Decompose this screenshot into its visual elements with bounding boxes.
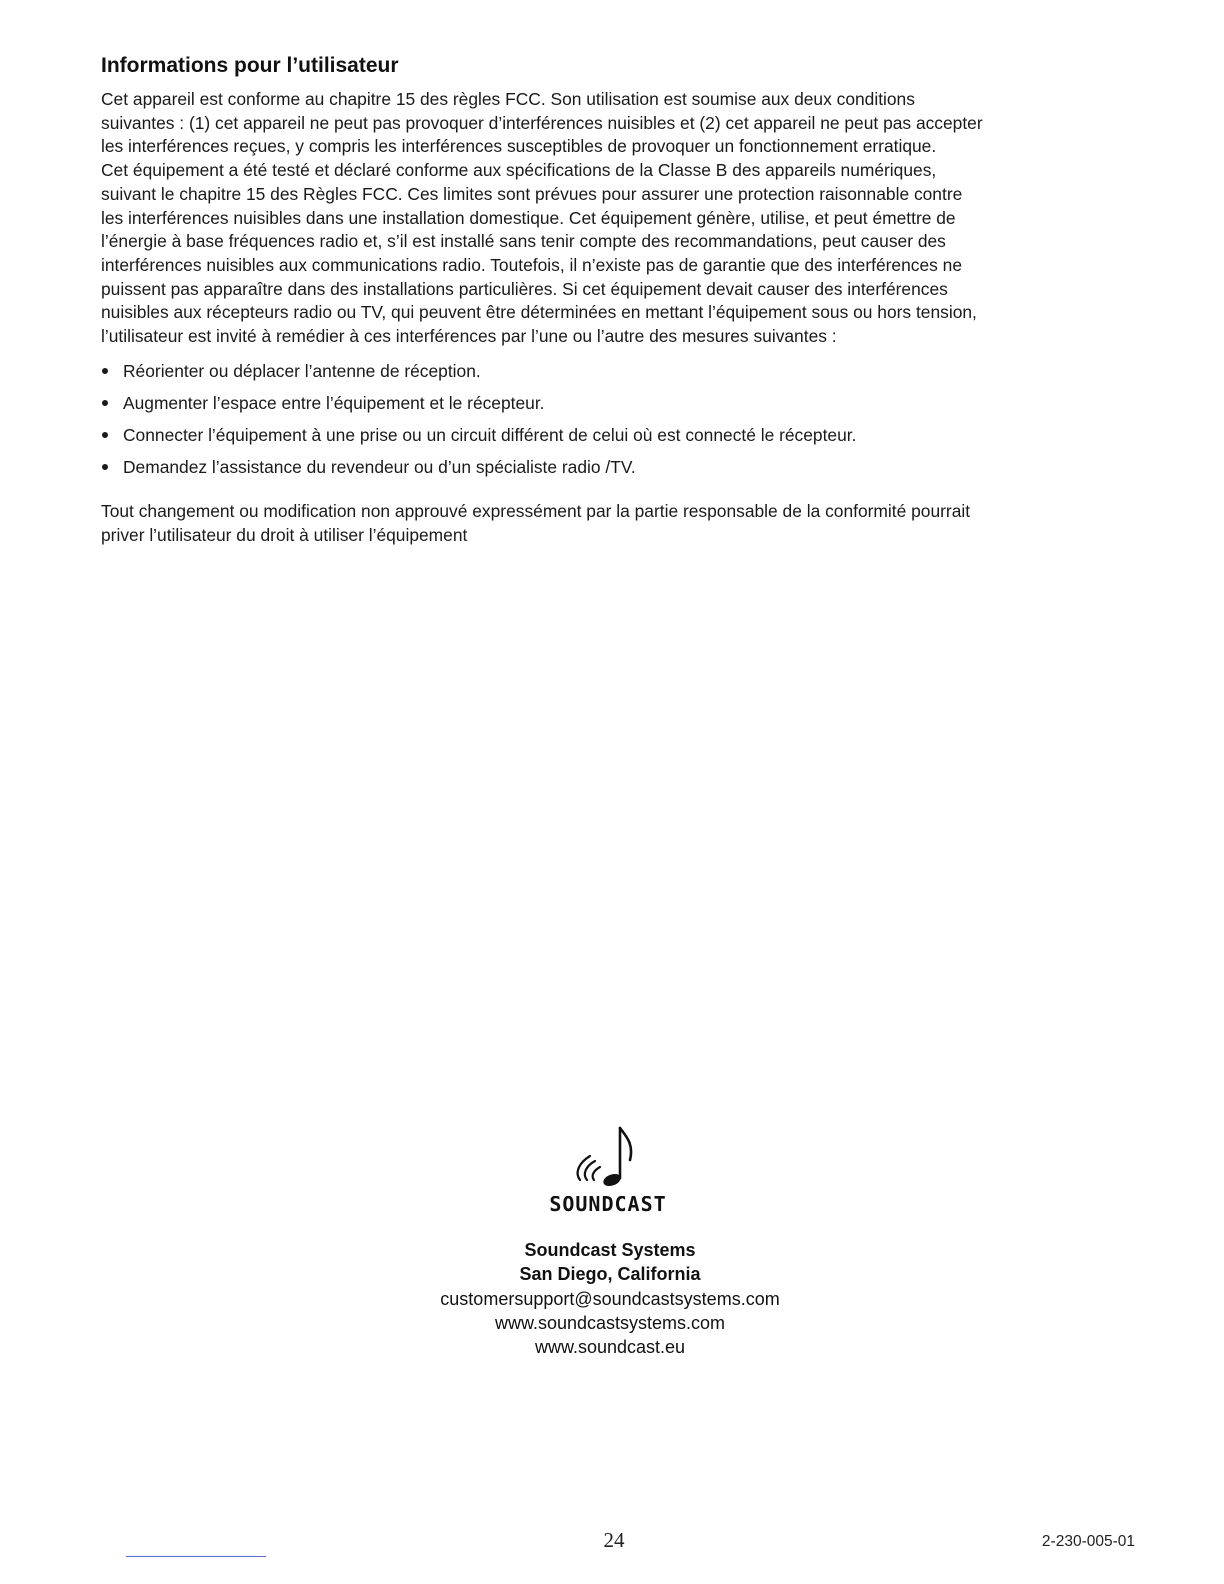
list-item [101,391,1126,423]
paragraph-line: suivant le chapitre 15 des Règles FCC. Ces limites sont prévues pour assurer une protection raisonnable contre [101,183,963,204]
music-note-waves-icon [560,1122,650,1192]
contact-block [300,1238,920,1359]
page-number: 24 [603,1528,625,1552]
body-paragraph [101,88,1126,349]
bullet-icon [102,400,108,406]
list-item-text: Augmenter l’espace entre l’équipement et le récepteur. [123,393,545,413]
paragraph-line: suivantes : (1) cet appareil ne peut pas provoquer d’interférences nuisibles et (2) cet appareil ne peut pas accepter [101,112,983,133]
list-item [101,359,1126,391]
paragraph-line: interférences nuisibles aux communications radio. Toutefois, il n’existe pas de garantie que des interférences ne [101,254,963,275]
list-item [101,423,1126,455]
divider [126,1556,266,1557]
company-name: Soundcast Systems [524,1240,696,1260]
closing-paragraph [101,500,1126,547]
paragraph-line: Cet équipement a été testé et déclaré conforme aux spécifications de la Classe B des appareils numériques, [101,160,937,181]
list-item-text: Réorienter ou déplacer l’antenne de réception. [123,361,481,381]
paragraph-line: l’utilisateur est invité à remédier à ces interférences par l’une ou l’autre des mesures suivantes : [101,326,837,347]
website-link: www.soundcastsystems.com [494,1312,726,1333]
closing-line: Tout changement ou modification non approuvé expressément par la partie responsable de la conformité pourrait [101,501,971,521]
document-code: 2-230-005-01 [1041,1533,1135,1550]
bullet-icon [102,432,108,438]
support-email: customersupport@soundcastsystems.com [440,1288,780,1309]
soundcast-wordmark [498,1196,718,1214]
bullet-icon [102,464,108,470]
paragraph-line: puissent pas apparaître dans des installations particulières. Si cet équipement devait causer des interférences [101,278,948,299]
paragraph-line: Cet appareil est conforme au chapitre 15 des règles FCC. Son utilisation est soumise aux deux conditions [101,89,915,109]
bullet-icon [102,368,108,374]
measures-list [101,359,1126,487]
paragraph-line: les interférences nuisibles dans une installation domestique. Cet équipement génère, utilise, et peut émettre de [101,207,956,228]
website-link: www.soundcast.eu [534,1337,686,1358]
wordmark-text: SOUNDCAST [549,1196,667,1214]
closing-line: priver l’utilisateur du droit à utiliser l’équipement [101,524,468,545]
company-location: San Diego, California [519,1264,701,1285]
soundcast-logo [498,1122,718,1222]
list-item-text: Connecter l’équipement à une prise ou un circuit différent de celui où est connecté le récepteur. [123,425,857,445]
list-item [101,455,1126,487]
list-item-text: Demandez l’assistance du revendeur ou d’un spécialiste radio /TV. [123,457,636,477]
paragraph-line: nuisibles aux récepteurs radio ou TV, qui peuvent être déterminées en mettant l’équipement sous ou hors tension, [101,302,977,323]
paragraph-line: les interférences reçues, y compris les interférences susceptibles de provoquer un fonctionnement erratique. [101,136,937,157]
section-title: Informations pour l’utilisateur [101,54,399,77]
paragraph-line: l’énergie à base fréquences radio et, s’il est installé sans tenir compte des recommandations, peut causer des [101,231,946,252]
